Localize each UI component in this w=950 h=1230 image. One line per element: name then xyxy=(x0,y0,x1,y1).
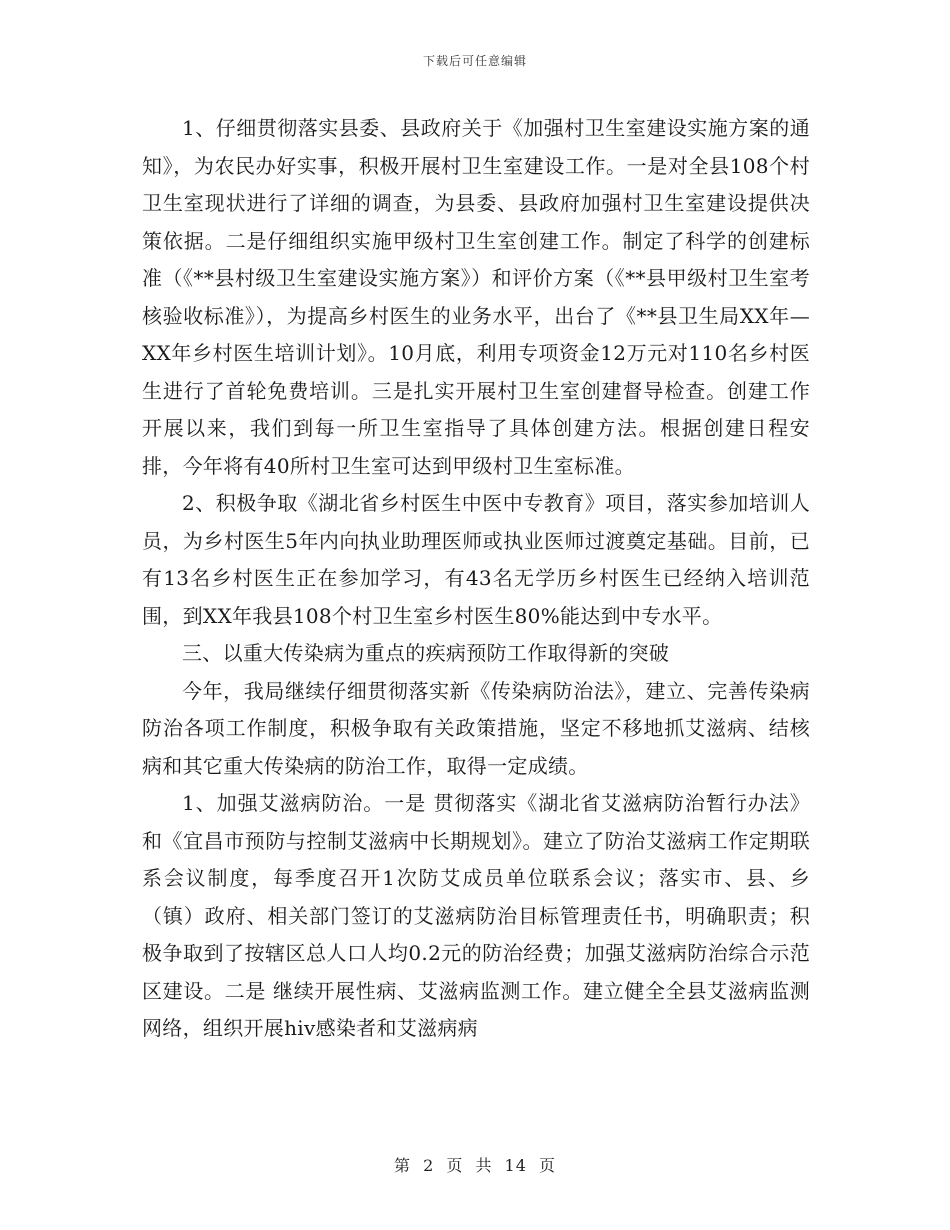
paragraph-infectious-disease-law: 今年，我局继续仔细贯彻落实新《传染病防治法》，建立、完善传染病防治各项工作制度，积极争取有关政策措施，坚定不移地抓艾滋病、结核病和其它重大传染病的防治工作，取得一定成绩。 xyxy=(142,678,810,778)
paragraph-village-clinic: 1、仔细贯彻落实县委、县政府关于《加强村卫生室建设实施方案的通知》，为农民办好实事，积极开展村卫生室建设工作。一是对全县108个村卫生室现状进行了详细的调查，为县委、县政府加强村卫生室建设提供决策依据。二是仔细组织实施甲级村卫生室创建工作。制定了科学的创建标准（《**县村级卫生室建设实施方案》）和评价方案（《**县甲级村卫生室考核验收标准》），为提高乡村医生的业务水平，出台了《**县卫生局XX年—XX年乡村医生培训计划》。10月底，利用专项资金12万元对110名乡村医生进行了首轮免费培训。三是扎实开展村卫生室创建督导检查。创建工作开展以来，我们到每一所卫生室指导了具体创建方法。根据创建日程安排，今年将有40所村卫生室可达到甲级村卫生室标准。 xyxy=(142,116,810,478)
paragraph-tcm-education: 2、积极争取《湖北省乡村医生中医中专教育》项目，落实参加培训人员，为乡村医生5年内向执业助理医师或执业医师过渡奠定基础。目前，已有13名乡村医生正在参加学习，有43名无学历乡村医生已经纳入培训范围，到XX年我县108个村卫生室乡村医生80%能达到中专水平。 xyxy=(142,491,810,628)
section-heading-disease-prevention: 三、以重大传染病为重点的疾病预防工作取得新的突破 xyxy=(182,641,670,665)
page-number: 第 2 页 共 14 页 xyxy=(394,1156,556,1175)
page-header: 下载后可任意编辑 xyxy=(422,54,527,68)
paragraph-aids-prevention: 1、加强艾滋病防治。一是 贯彻落实《湖北省艾滋病防治暂行办法》和《宜昌市预防与控制艾滋病中长期规划》。建立了防治艾滋病工作定期联系会议制度，每季度召开1次防艾成员单位联系会议；落实市、县、乡（镇）政府、相关部门签订的艾滋病防治目标管理责任书，明确职责；积极争取到了按辖区总人口人均0.2元的防治经费；加强艾滋病防治综合示范区建设。二是 继续开展性病、艾滋病监测工作。建立健全全县艾滋病监测网络，组织开展hiv感染者和艾滋病病 xyxy=(142,791,810,1040)
document-body xyxy=(142,110,810,1048)
